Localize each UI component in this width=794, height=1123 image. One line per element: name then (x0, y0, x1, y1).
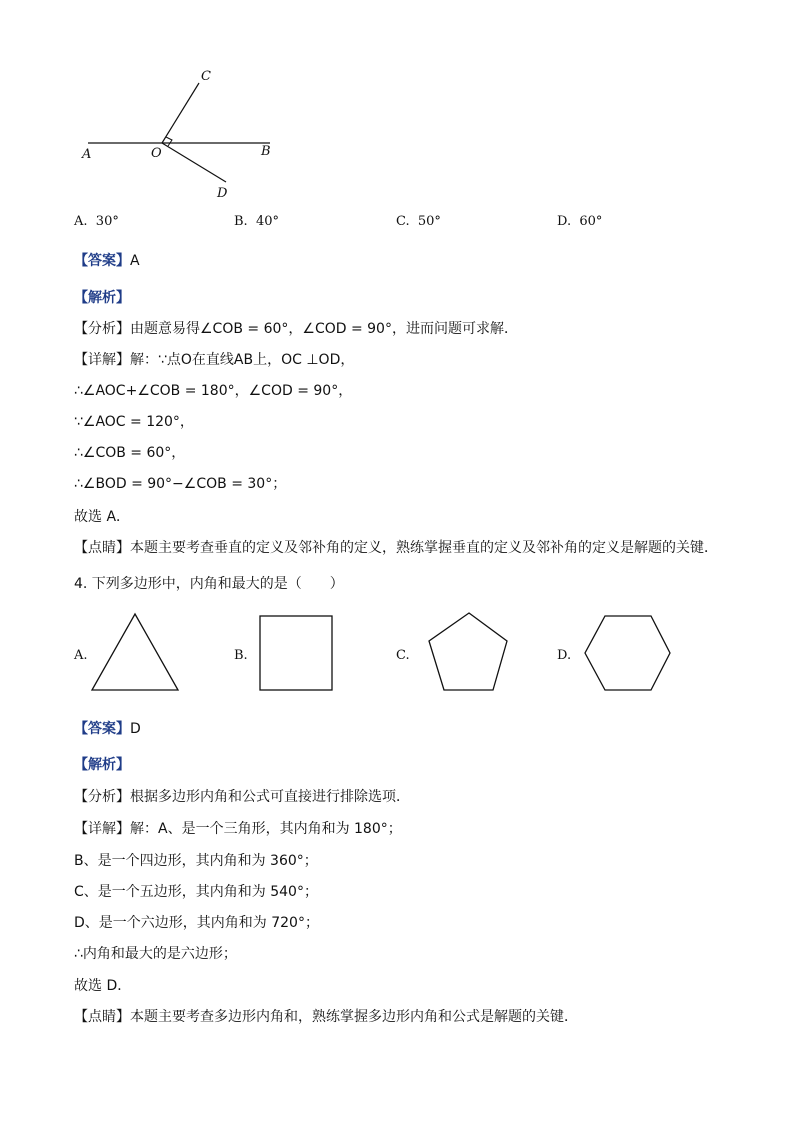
q3-option-a[interactable] (74, 214, 119, 229)
q4-option-c-label[interactable]: C. (396, 648, 410, 663)
hexagon-shape (585, 616, 670, 690)
q3-detail-line: ∵∠AOC = 120°， (74, 414, 194, 430)
label-o: O (151, 146, 162, 161)
analysis-text: 由题意易得∠COB = 60°，∠COD = 90°，进而问题可求解． (130, 321, 518, 337)
answer-tag: 【答案】 (74, 253, 130, 269)
comment-tag: 【点睛】 (74, 540, 130, 556)
triangle-shape (92, 614, 178, 690)
comment-text: 本题主要考查垂直的定义及邻补角的定义，熟练掌握垂直的定义及邻补角的定义是解题的关键． (130, 540, 718, 556)
q4-detail-line: 故选 D． (74, 978, 132, 994)
answer-value: D (130, 721, 141, 737)
q4-analysis (74, 786, 410, 806)
explain-tag: 【解析】 (74, 757, 130, 773)
q3-detail-line: ∴∠BOD = 90°−∠COB = 30°； (74, 476, 287, 492)
right-angle-mark (166, 137, 172, 146)
q3-explain-tag (74, 287, 130, 307)
comment-text: 本题主要考查多边形内角和，熟练掌握多边形内角和公式是解题的关键． (130, 1009, 578, 1025)
q3-analysis (74, 318, 518, 338)
answer-value: A (130, 253, 140, 269)
analysis-tag: 【分析】 (74, 789, 130, 805)
q4-answer (74, 718, 141, 738)
q3-detail-line: ∴∠AOC+∠COB = 180°，∠COD = 90°， (74, 383, 353, 399)
q4-detail-line: D、是一个六边形，其内角和为 720°； (74, 915, 319, 931)
option-letter: C. (396, 214, 410, 229)
option-letter: A. (74, 214, 88, 229)
option-value: 60° (579, 214, 603, 229)
label-d: D (217, 186, 228, 201)
option-letter: B. (234, 214, 248, 229)
label-b: B (261, 144, 271, 159)
q4-option-d-label[interactable]: D. (557, 648, 572, 663)
q4-detail-line: B、是一个四边形，其内角和为 360°； (74, 853, 318, 869)
angle-figure (0, 0, 794, 220)
q4-detail-line (74, 818, 402, 838)
q4-comment (74, 1006, 578, 1026)
q3-option-b[interactable] (234, 214, 279, 229)
detail-text: 解：A、是一个三角形，其内角和为 180°； (130, 821, 402, 837)
q3-comment (74, 537, 718, 557)
q3-option-d[interactable] (557, 214, 602, 229)
explain-tag: 【解析】 (74, 290, 130, 306)
polygon-figures (0, 600, 794, 700)
q3-answer (74, 250, 140, 270)
analysis-tag: 【分析】 (74, 321, 130, 337)
option-value: 50° (417, 214, 441, 229)
label-c: C (201, 69, 211, 84)
option-value: 40° (255, 214, 279, 229)
option-value: 30° (95, 214, 119, 229)
detail-tag: 【详解】 (74, 352, 130, 368)
option-letter: D. (557, 214, 572, 229)
square-shape (260, 616, 332, 690)
comment-tag: 【点睛】 (74, 1009, 130, 1025)
answer-tag: 【答案】 (74, 721, 130, 737)
detail-tag: 【详解】 (74, 821, 130, 837)
detail-text: 解：∵点O在直线AB上，OC ⊥OD， (130, 352, 355, 368)
q4-explain-tag (74, 754, 130, 774)
ray-oc (162, 83, 199, 143)
pentagon-shape (429, 613, 507, 690)
q3-detail-line (74, 349, 354, 369)
q3-option-c[interactable] (396, 214, 441, 229)
q4-option-b-label[interactable]: B. (234, 648, 248, 663)
q4-option-a-label[interactable]: A. (74, 648, 88, 663)
q3-detail-line: ∴∠COB = 60°， (74, 445, 186, 461)
q3-detail-line: 故选 A． (74, 509, 131, 525)
q4-detail-line: ∴内角和最大的是六边形； (74, 946, 237, 962)
q4-detail-line: C、是一个五边形，其内角和为 540°； (74, 884, 318, 900)
analysis-text: 根据多边形内角和公式可直接进行排除选项． (130, 789, 410, 805)
ray-od (162, 143, 226, 182)
q4-question: 4. 下列多边形中，内角和最大的是（ ） (74, 576, 344, 592)
label-a: A (82, 147, 92, 162)
